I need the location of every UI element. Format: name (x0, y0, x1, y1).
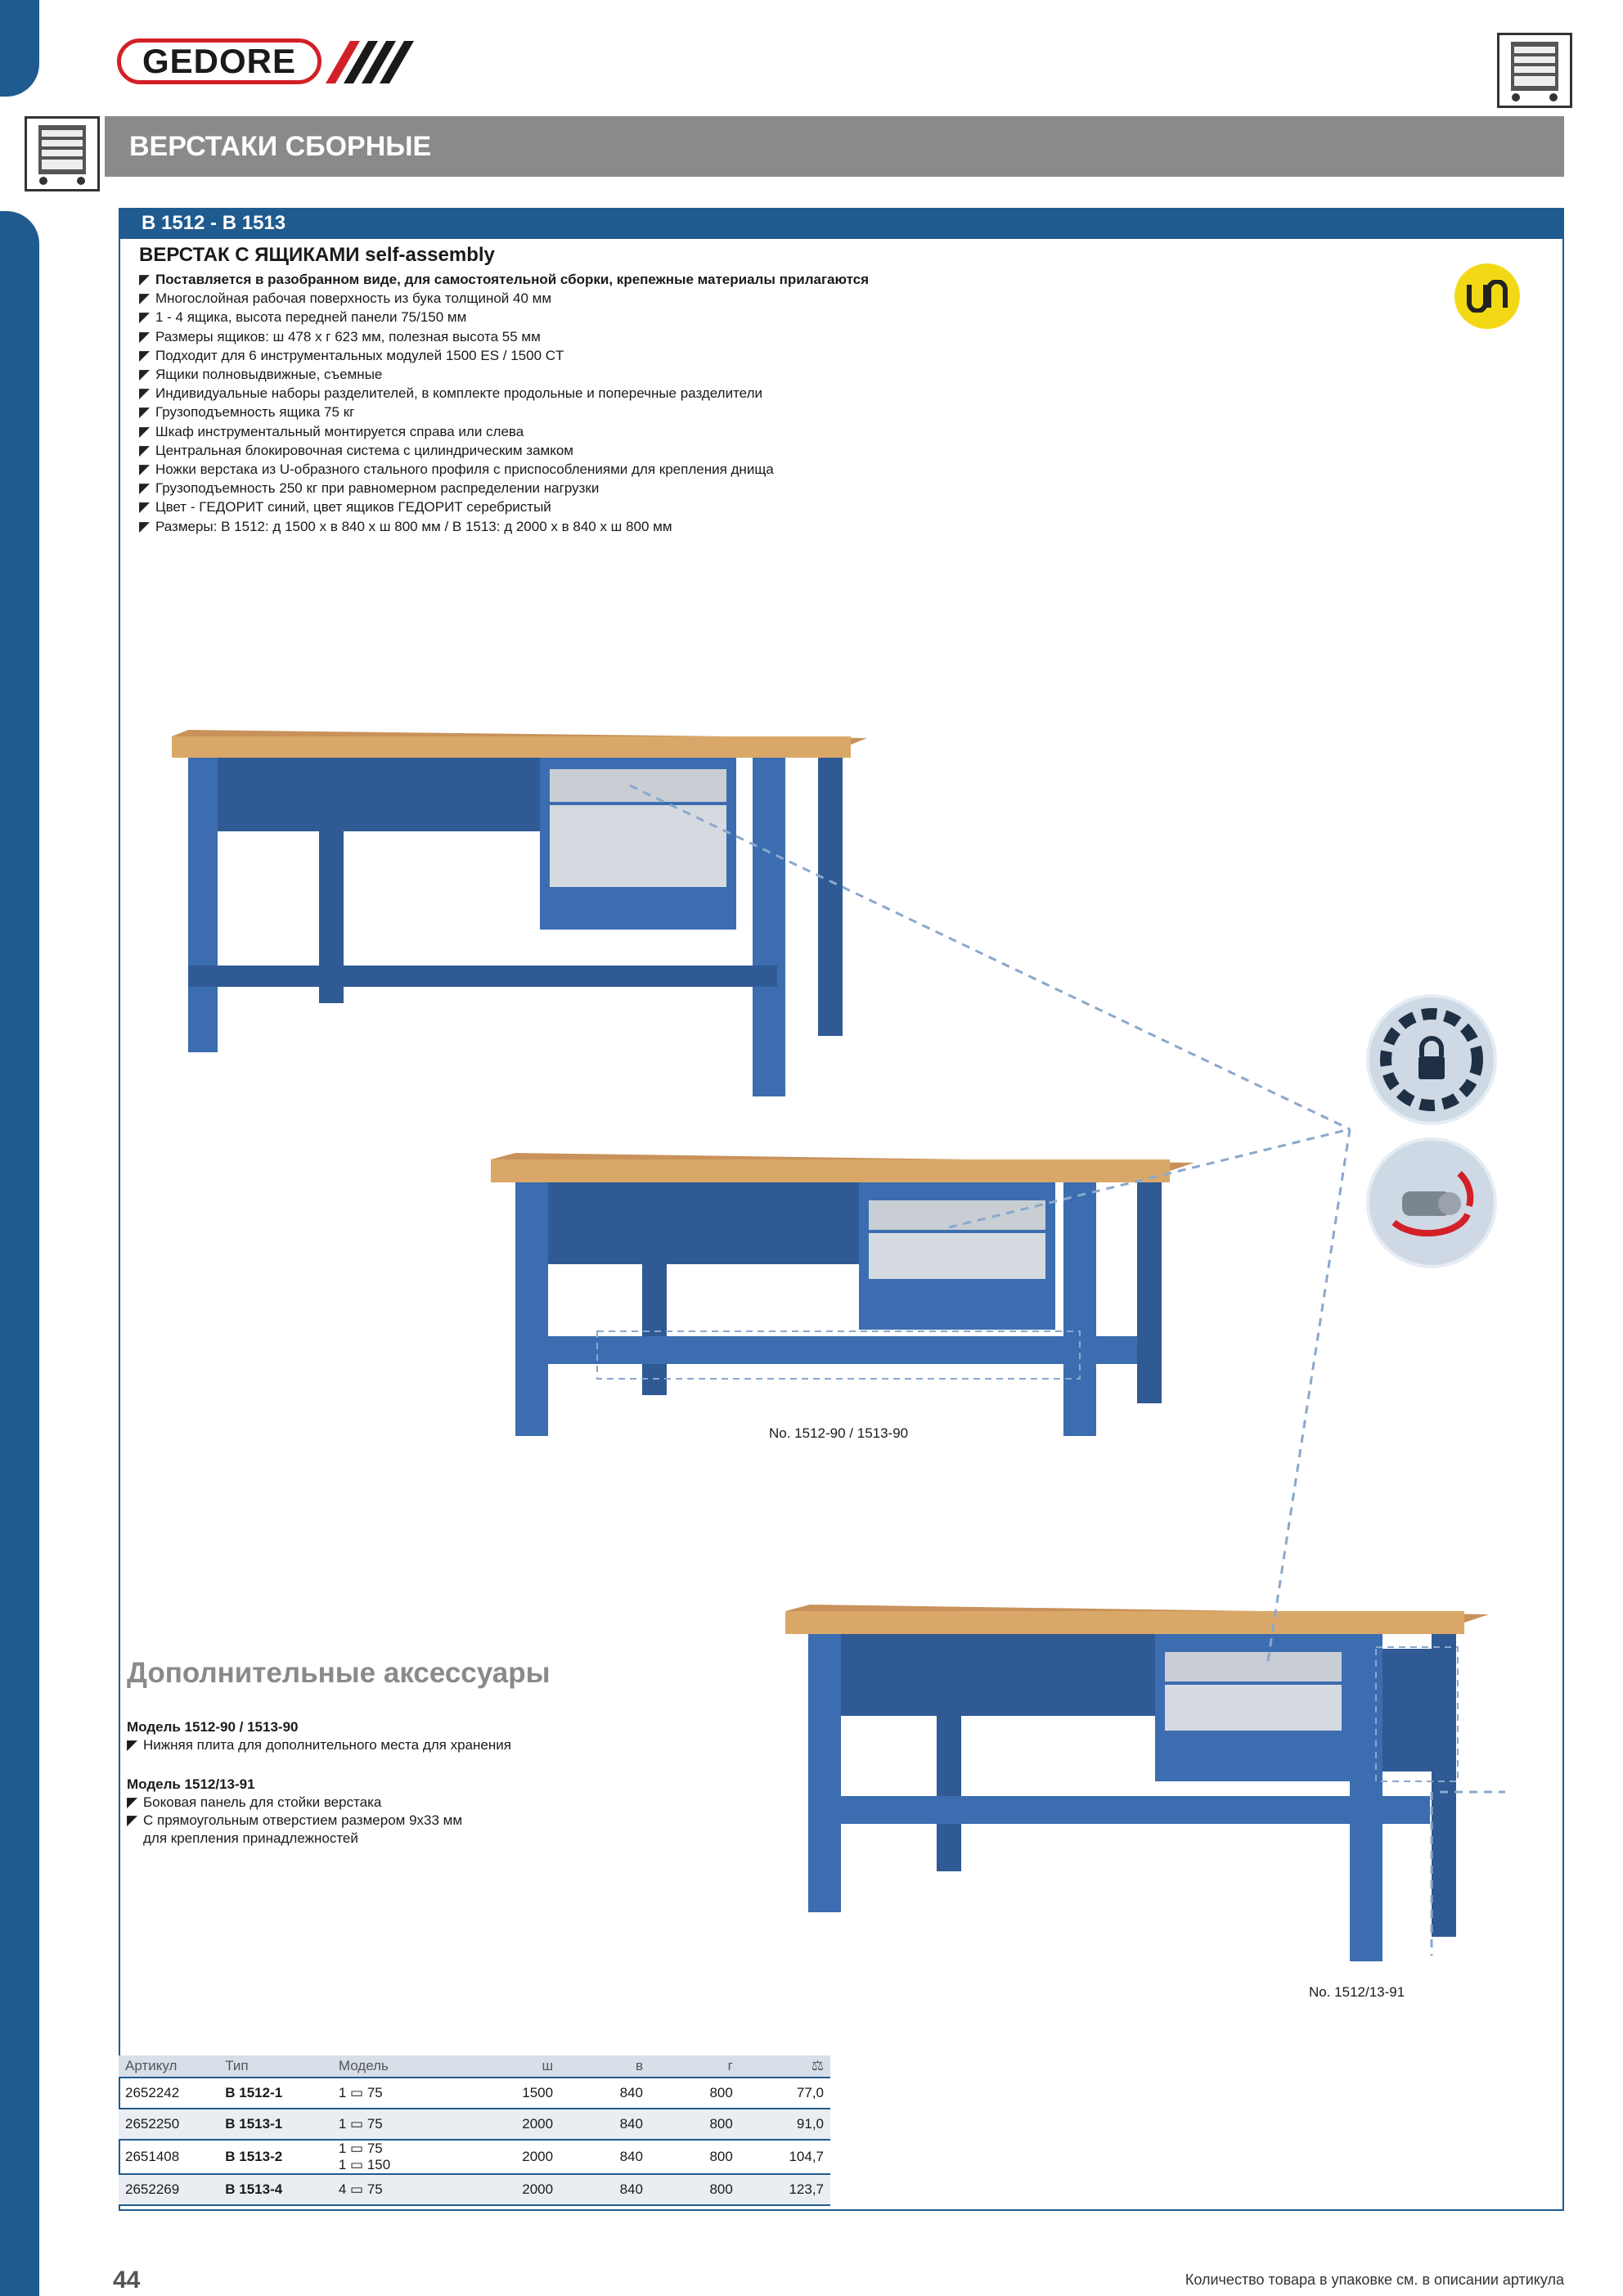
side-bar-top (0, 0, 39, 97)
bullet-icon: ◤ (127, 1794, 138, 1810)
bullet-icon: ◤ (139, 423, 151, 439)
table-cell-weight: 104,7 (740, 2140, 830, 2174)
accessory-item: Нижняя плита для дополнительного места для хранения (143, 1737, 511, 1753)
cylinder-lock-icon (1366, 1137, 1497, 1268)
bullet-icon: ◤ (139, 499, 151, 515)
table-cell-w: 2000 (484, 2174, 560, 2205)
bullet-icon: ◤ (139, 385, 151, 402)
feature-text: Ящики полновыдвижные, съемные (155, 367, 383, 383)
feature-text: Многослойная рабочая поверхность из бука толщиной 40 мм (155, 290, 552, 307)
accessory-item-continued: для крепления принадлежностей (143, 1830, 358, 1846)
bullet-icon: ◤ (139, 404, 151, 421)
table-cell-type: B 1513-1 (218, 2109, 332, 2140)
bullet-icon: ◤ (127, 1737, 138, 1753)
table-cell-weight: 77,0 (740, 2078, 830, 2109)
bullet-icon: ◤ (139, 347, 151, 363)
footer-note: Количество товара в упаковке см. в описании артикула (1185, 2271, 1564, 2288)
feature-item (139, 517, 869, 536)
tool-cabinet-icon (1497, 33, 1572, 108)
table-row (119, 2078, 830, 2109)
bullet-icon: ◤ (127, 1812, 138, 1828)
feature-text: Центральная блокировочная система с цилиндрическим замком (155, 442, 573, 458)
table-cell-article: 2652242 (119, 2078, 218, 2109)
table-cell-type: B 1513-4 (218, 2174, 332, 2205)
bullet-icon: ◤ (139, 518, 151, 534)
col-depth: г (650, 2055, 740, 2078)
table-row (119, 2174, 830, 2205)
table-cell-model (332, 2140, 484, 2174)
table-cell-article: 2651408 (119, 2140, 218, 2174)
feature-text: Размеры ящиков: ш 478 x г 623 мм, полезная высота 55 мм (155, 328, 541, 344)
model-line: 1 ▭ 75 (338, 2116, 383, 2132)
table-cell-weight: 123,7 (740, 2174, 830, 2205)
feature-text: Грузоподъемность 250 кг при равномерном распределении нагрузки (155, 480, 600, 497)
bullet-icon: ◤ (139, 309, 151, 326)
table-cell-h: 840 (560, 2078, 650, 2109)
table-cell-h: 840 (560, 2140, 650, 2174)
caption-bench-3: No. 1512/13-91 (1309, 1984, 1405, 2000)
feature-text: Цвет - ГЕДОРИТ синий, цвет ящиков ГЕДОРИТ серебристый (155, 499, 551, 515)
table-cell-d: 800 (650, 2174, 740, 2205)
feature-text: Шкаф инструментальный монтируется справа или слева (155, 423, 524, 439)
feature-text: 1 - 4 ящика, высота передней панели 75/150 мм (155, 309, 467, 326)
table-cell-type: B 1513-2 (218, 2140, 332, 2174)
table-cell-type: B 1512-1 (218, 2078, 332, 2109)
connector-lines (622, 777, 1522, 1964)
col-weight: ⚖ (740, 2055, 830, 2078)
bullet-icon: ◤ (139, 328, 151, 344)
model-line: 4 ▭ 75 (338, 2181, 383, 2197)
bullet-icon: ◤ (139, 272, 151, 287)
table-cell-w: 2000 (484, 2109, 560, 2140)
table-cell-model (332, 2174, 484, 2205)
feature-item (139, 384, 869, 403)
feature-item (139, 441, 869, 460)
accessory-model-2-title: Модель 1512/13-91 (127, 1776, 255, 1792)
feature-text: Подходит для 6 инструментальных модулей 1500 ES / 1500 CT (155, 347, 564, 363)
feature-item (139, 422, 869, 441)
table-cell-model (332, 2078, 484, 2109)
caption-bench-2: No. 1512-90 / 1513-90 (769, 1425, 909, 1441)
bullet-icon: ◤ (139, 290, 151, 307)
col-model: Модель (332, 2055, 484, 2078)
bullet-icon: ◤ (139, 442, 151, 458)
product-title: ВЕРСТАК С ЯЩИКАМИ self-assembly (139, 244, 495, 266)
feature-item (139, 460, 869, 479)
col-article: Артикул (119, 2055, 218, 2078)
col-width: ш (484, 2055, 560, 2078)
feature-item (139, 289, 869, 308)
accessory-model-1-title: Модель 1512-90 / 1513-90 (127, 1719, 299, 1735)
table-cell-d: 800 (650, 2078, 740, 2109)
table-cell-d: 800 (650, 2109, 740, 2140)
table-cell-article: 2652250 (119, 2109, 218, 2140)
accessory-item: С прямоугольным отверстием размером 9x33 мм (143, 1812, 463, 1828)
page-number: 44 (113, 2267, 141, 2294)
logo-stripes-icon (326, 41, 416, 83)
feature-item (139, 346, 869, 365)
feature-item (139, 497, 869, 516)
product-header: B 1512 - B 1513 (119, 208, 1564, 239)
table-cell-weight: 91,0 (740, 2109, 830, 2140)
table-cell-d: 800 (650, 2140, 740, 2174)
table-cell-w: 2000 (484, 2140, 560, 2174)
bullet-icon: ◤ (139, 367, 151, 383)
feature-list (139, 270, 869, 536)
tool-cabinet-icon (25, 116, 100, 191)
feature-item (139, 308, 869, 326)
accessory-item: Боковая панель для стойки верстака (143, 1794, 382, 1810)
feature-item (139, 479, 869, 497)
bullet-icon: ◤ (139, 480, 151, 497)
table-header-row (119, 2055, 830, 2078)
feature-text: Грузоподъемность ящика 75 кг (155, 404, 355, 421)
feature-text: Размеры: B 1512: д 1500 x в 840 x ш 800 мм / B 1513: д 2000 x в 840 x ш 800 мм (155, 518, 672, 534)
feature-text: Ножки верстака из U-образного стального профиля с приспособлениями для крепления днища (155, 461, 774, 478)
table-cell-w: 1500 (484, 2078, 560, 2109)
feature-item (139, 270, 869, 289)
brand-logo-text: GEDORE (142, 42, 297, 80)
table-row (119, 2140, 830, 2174)
accessories-title: Дополнительные аксессуары (127, 1657, 551, 1689)
table-cell-model (332, 2109, 484, 2140)
central-lock-icon (1366, 994, 1497, 1125)
table-row (119, 2109, 830, 2140)
category-title: ВЕРСТАКИ СБОРНЫЕ (105, 116, 1564, 177)
model-line: 1 ▭ 75 (338, 2085, 383, 2100)
col-height: в (560, 2055, 650, 2078)
self-assembly-icon (1454, 263, 1520, 329)
table-cell-h: 840 (560, 2109, 650, 2140)
table-cell-article: 2652269 (119, 2174, 218, 2205)
model-line: 1 ▭ 75 (338, 2141, 383, 2156)
feature-item (139, 365, 869, 384)
accessory-model-2 (127, 1776, 462, 1848)
brand-logo (117, 38, 321, 84)
article-table (119, 2055, 830, 2206)
model-line: 1 ▭ 150 (338, 2157, 391, 2172)
col-type: Тип (218, 2055, 332, 2078)
bullet-icon: ◤ (139, 461, 151, 478)
feature-item (139, 403, 869, 421)
accessory-model-1 (127, 1718, 511, 1754)
feature-text: Индивидуальные наборы разделителей, в комплекте продольные и поперечные разделители (155, 385, 762, 402)
feature-text: Поставляется в разобранном виде, для самостоятельной сборки, крепежные материалы прилагаются (155, 272, 870, 287)
side-bar-bottom (0, 211, 39, 2296)
table-cell-h: 840 (560, 2174, 650, 2205)
feature-item (139, 327, 869, 346)
